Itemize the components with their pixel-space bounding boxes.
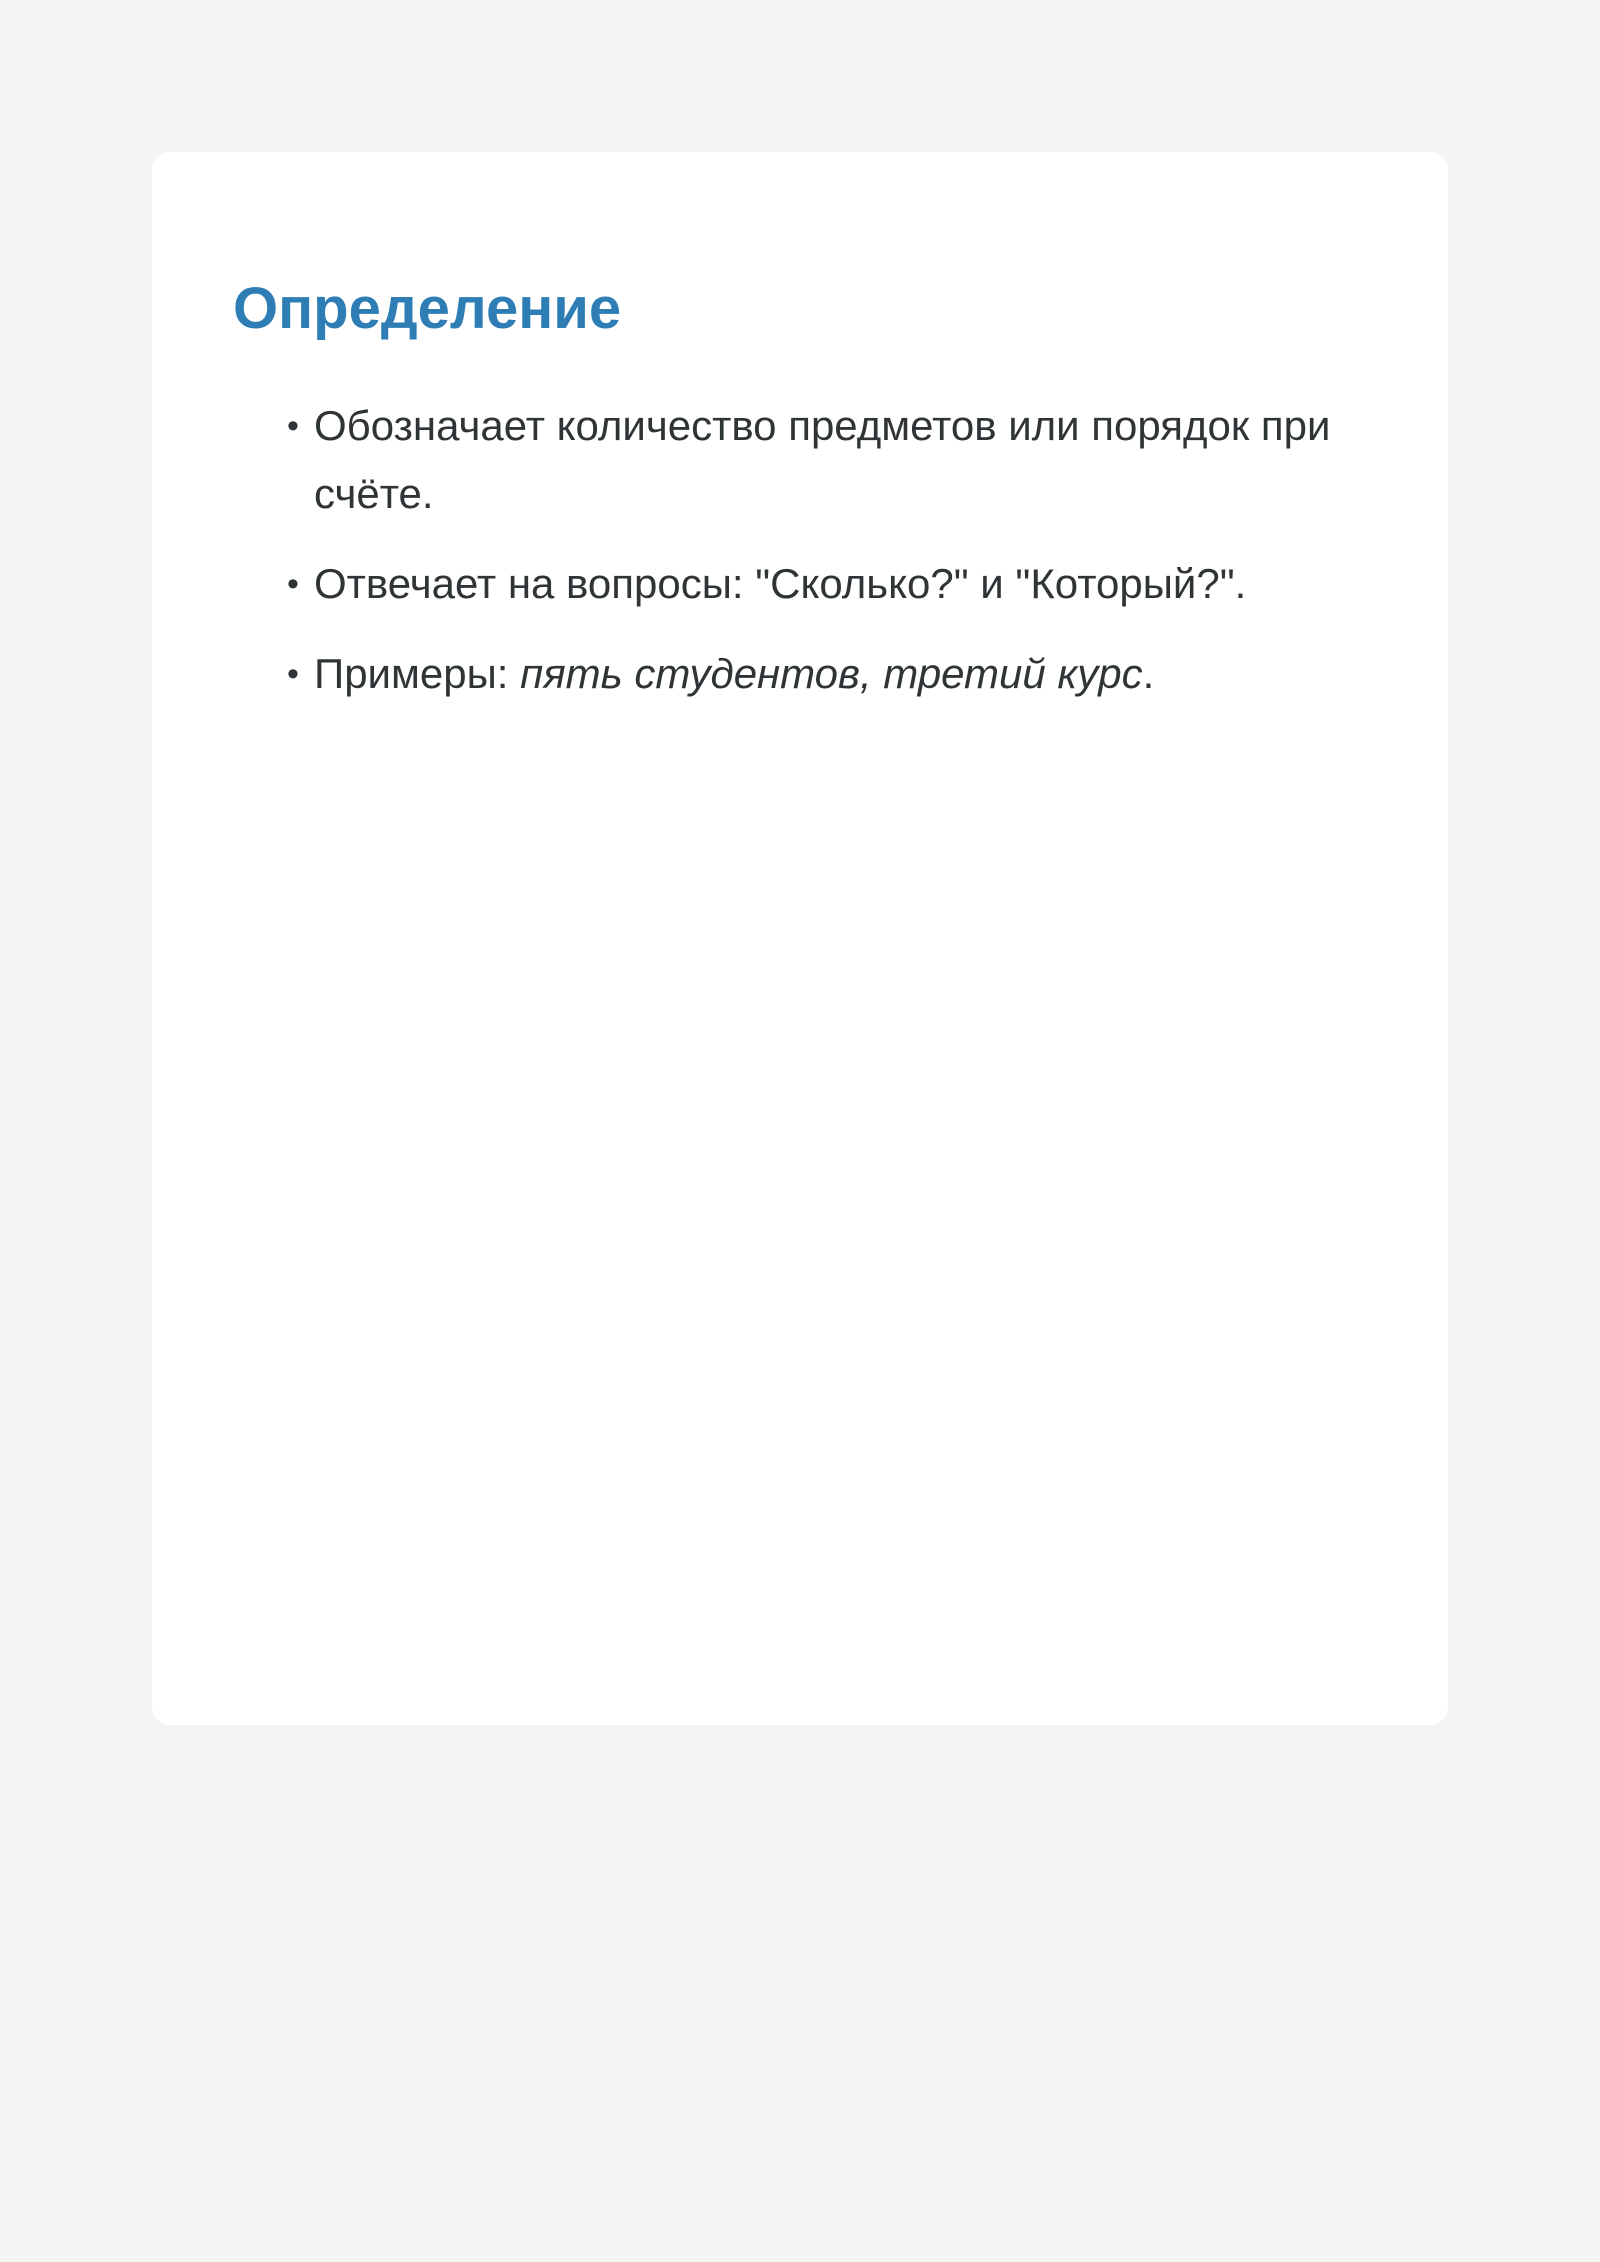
- bullet-list: [233, 392, 1368, 708]
- bullet-text-prefix: Примеры:: [314, 650, 521, 697]
- bullet-text: Отвечает на вопросы: "Сколько?" и "Который?".: [314, 560, 1247, 607]
- content-card: [152, 152, 1448, 1725]
- bullet-item-questions: [233, 550, 1368, 618]
- bullet-dot-icon: •: [287, 565, 299, 603]
- bullet-text-examples: пять студентов, третий курс: [520, 650, 1143, 697]
- bullet-text: Обозначает количество предметов или порядок при счёте.: [314, 402, 1331, 517]
- bullet-dot-icon: •: [287, 407, 299, 445]
- bullet-item-definition: [233, 392, 1368, 528]
- bullet-dot-icon: •: [287, 655, 299, 693]
- bullet-item-examples: [233, 640, 1368, 708]
- section-title: Определение: [233, 276, 622, 341]
- bullet-text-suffix: .: [1142, 650, 1155, 697]
